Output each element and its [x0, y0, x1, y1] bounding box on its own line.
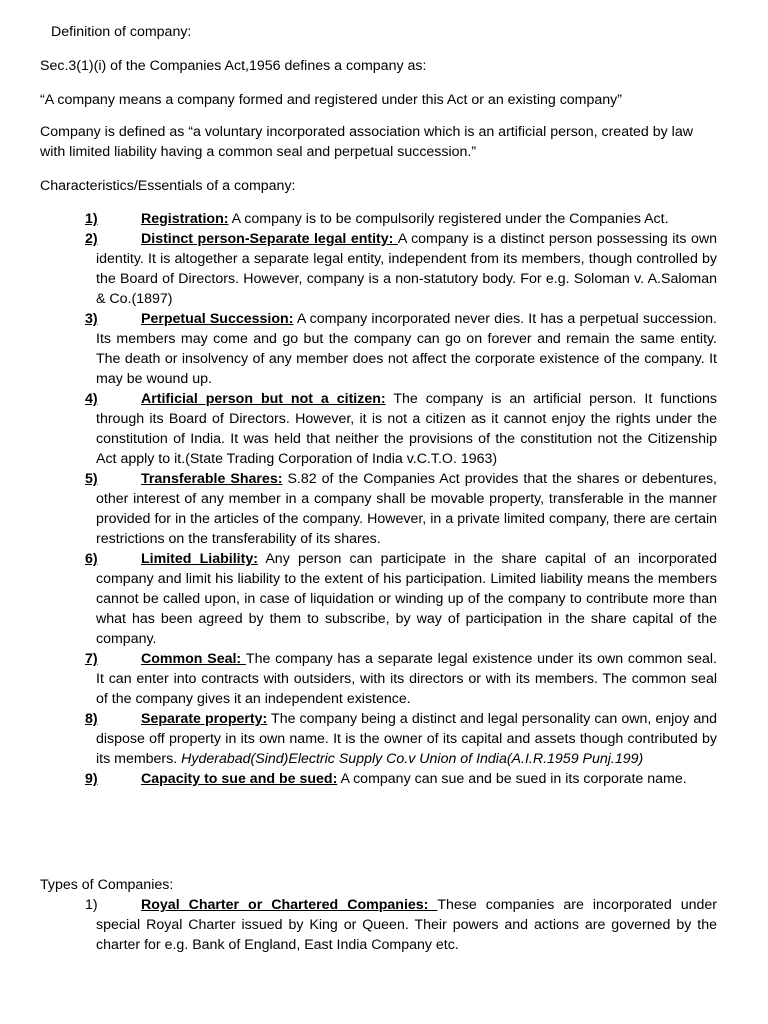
company-definition: Company is defined as “a voluntary incorporated association which is an artificial person, created by law with limited liability having a common seal and perpetual succession.”: [40, 124, 693, 160]
item-number: 5): [85, 471, 98, 487]
item-text: These companies are incorporated under special Royal Charter issued by King or Queen. Their powers and actions are governed by the charter for e.g. Bank of England, East India Company etc.: [96, 897, 717, 953]
list-item: [85, 709, 717, 769]
item-text: A company can sue and be sued in its corporate name.: [337, 771, 687, 787]
item-number: 7): [85, 651, 98, 667]
item-heading: Registration:: [141, 211, 229, 227]
item-heading: Perpetual Succession:: [141, 311, 294, 327]
definition-title: Definition of company:: [51, 24, 192, 40]
characteristics-list: [85, 209, 717, 789]
item-text: The company being a distinct and legal personality can own, enjoy and dispose off property in its own name. It is the owner of its capital and assets though contributed by its members.: [96, 711, 717, 767]
item-text: A company is to be compulsorily registered under the Companies Act.: [228, 211, 669, 227]
characteristics-title: Characteristics/Essentials of a company:: [40, 178, 296, 194]
item-number: 9): [85, 771, 98, 787]
item-text: S.82 of the Companies Act provides that the shares or debentures, other interest of any member in a company shall be movable property, transferable in the manner provided for in the articles of the company. However, in a private limited company, there are certain restrictions on the transferability of its shares.: [96, 471, 717, 547]
item-heading: Artificial person but not a citizen:: [141, 391, 386, 407]
list-item: [85, 895, 717, 955]
item-number: 1): [85, 211, 98, 227]
act-quote: “A company means a company formed and registered under this Act or an existing company”: [40, 92, 622, 108]
list-item: [85, 469, 717, 549]
list-item: [85, 209, 717, 229]
item-number: 8): [85, 711, 98, 727]
item-number: 2): [85, 231, 98, 247]
item-heading: Limited Liability:: [141, 551, 258, 567]
list-item: [85, 229, 717, 309]
item-text: The company is an artificial person. It functions through its Board of Directors. However, it is not a citizen as it cannot enjoy the rights under the constitution of India. It was held that neither the provisions of the constitution not the Citizenship Act apply to it.(State Trading Corporation of India v.C.T.O. 1963): [96, 391, 718, 467]
item-number: 3): [85, 311, 98, 327]
list-item: [85, 769, 717, 789]
item-text: Any person can participate in the share capital of an incorporated company and limit his liability to the extent of his participation. Limited liability means the members cannot be called upon, in case of liquidation or winding up of the company to contribute more than what has been agreed by them to subscribe, by way of participation in the share capital of the company.: [96, 551, 717, 647]
types-list: [85, 895, 717, 955]
item-text: A company incorporated never dies. It has a perpetual succession. Its members may come and go but the company can go on forever and remain the same entity. The death or insolvency of any member does not affect the corporate existence of the company. It may be wound up.: [96, 311, 717, 387]
item-text: The company has a separate legal existence under its own common seal. It can enter into contracts with outsiders, with its directors or with its members. The common seal of the company gives it an independent existence.: [96, 651, 717, 707]
item-text: A company is a distinct person possessing its own identity. It is altogether a separate legal entity, independent from its members, though controlled by the Board of Directors. However, company is a non-statutory body. For e.g. Soloman v. A.Saloman & Co.(1897): [96, 231, 717, 307]
item-number: 4): [85, 391, 98, 407]
item-heading: Royal Charter or Chartered Companies:: [141, 897, 438, 913]
item-number: 6): [85, 551, 98, 567]
item-citation: Hyderabad(Sind)Electric Supply Co.v Union of India(A.I.R.1959 Punj.199): [181, 751, 644, 767]
list-item: [85, 309, 717, 389]
item-heading: Separate property:: [141, 711, 268, 727]
types-title: Types of Companies:: [40, 877, 174, 893]
list-item: [85, 389, 717, 469]
item-heading: Distinct person-Separate legal entity:: [141, 231, 398, 247]
item-number: 1): [85, 897, 98, 913]
section-reference: Sec.3(1)(i) of the Companies Act,1956 defines a company as:: [40, 58, 427, 74]
item-heading: Common Seal:: [141, 651, 246, 667]
item-heading: Capacity to sue and be sued:: [141, 771, 338, 787]
item-heading: Transferable Shares:: [141, 471, 283, 487]
list-item: [85, 649, 717, 709]
list-item: [85, 549, 717, 649]
